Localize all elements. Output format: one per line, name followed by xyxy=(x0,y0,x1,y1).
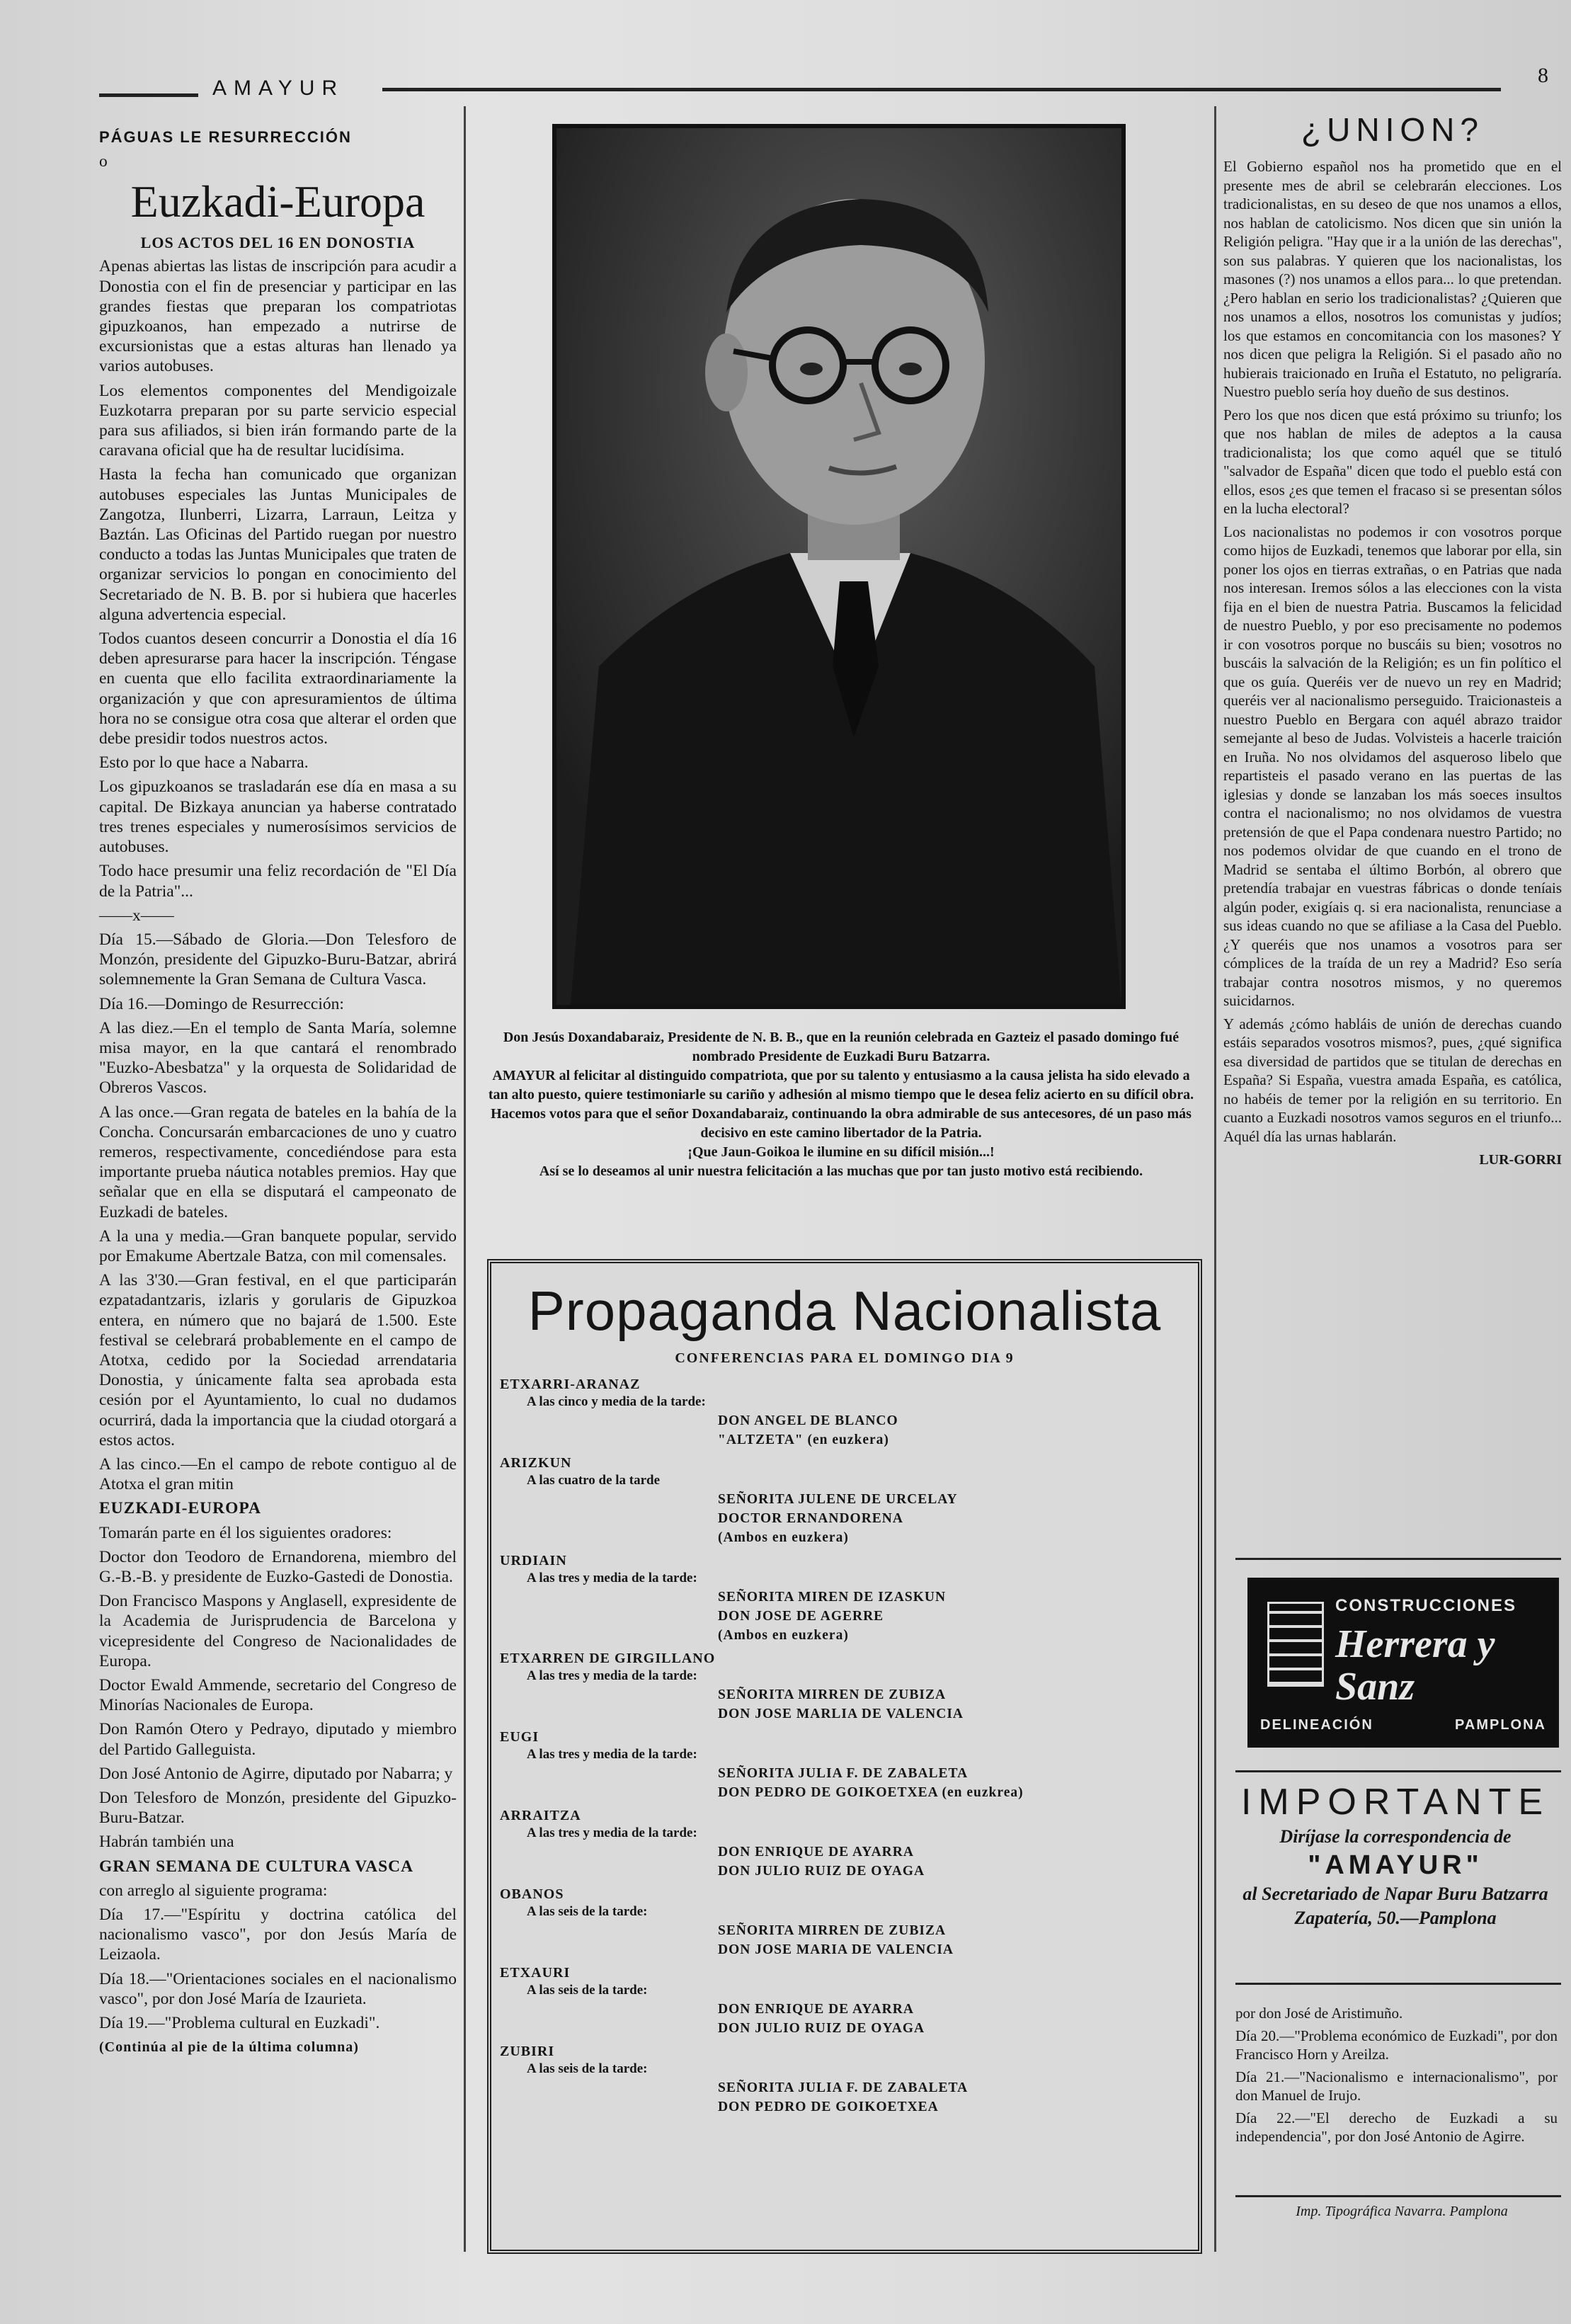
importante-line: Zapatería, 50.—Pamplona xyxy=(1294,1908,1497,1928)
column-divider-1 xyxy=(464,106,466,2252)
conference-town: ZUBIRI xyxy=(500,2044,555,2059)
conference-speaker: (Ambos en euzkera) xyxy=(718,1530,849,1545)
union-paragraph: El Gobierno español nos ha prometido que en el presente mes de abril se celebrarán elecciones. Los tradicionalistas, en su deseo de que nos unamos a ellos, nos hablan de catolicismo. Nos dicen que sin unión la Religión peligra. "Hay que ir a la unión de las derechas", son sus palabras. Y quieren que los nacionalistas, los masones (?) nos unamos a ellos para... lo que pretendan. ¿Pero hablan en serio los tradicionalistas? ¿Quieren que nos unamos a ellos, nosotros los comunistas y judíos; los que estamos en concomitancia con los masones? Y nos dicen que peligra la Religión. Si el pasado año no hubierais traicionado en Iruña el Estatuto, no peligraría. Nuestro pueblo sería hoy dueño de sus destinos. xyxy=(1223,158,1562,400)
conference-time: A las cinco y media de la tarde: xyxy=(527,1394,706,1409)
ad-line-4: PAMPLONA xyxy=(1455,1717,1546,1733)
conference-town: ETXAURI xyxy=(500,1965,571,1981)
article-separator: ——x—— xyxy=(99,906,174,925)
conference-town: URDIAIN xyxy=(500,1553,567,1568)
ad-line-2: Herrera y Sanz xyxy=(1335,1622,1495,1709)
propaganda-title: Propaganda Nacionalista xyxy=(527,1280,1162,1342)
continuation-item: Día 20.—"Problema económico de Euzkadi", por don Francisco Horn y Areilza. xyxy=(1235,2027,1558,2063)
conference-speaker: DON ENRIQUE DE AYARRA xyxy=(718,2002,914,2017)
conference-speaker: SEÑORITA MIREN DE IZASKUN xyxy=(718,1590,947,1605)
semana-item: Día 18.—"Orientaciones sociales en el nacionalismo vasco", por don José María de Izaurieta. xyxy=(99,1969,457,2008)
top-rule-right xyxy=(382,88,1501,91)
right-column xyxy=(1223,106,1562,1174)
portrait-photo xyxy=(552,124,1126,1009)
article-paragraph: Todo hace presumir una feliz recordación de "El Día de la Patria"... xyxy=(99,862,457,901)
conference-town: ETXARRI-ARANAZ xyxy=(500,1377,641,1392)
building-icon xyxy=(1267,1602,1324,1687)
conference-speaker: SEÑORITA JULENE DE URCELAY xyxy=(718,1492,958,1507)
union-signature: LUR-GORRI xyxy=(1479,1152,1562,1168)
conference-town: ARIZKUN xyxy=(500,1455,572,1471)
conference-entry xyxy=(491,1808,1198,1881)
ad-line-3: DELINEACIÓN xyxy=(1260,1717,1373,1733)
conference-entry xyxy=(491,1553,1198,1645)
continua-note: (Continúa al pie de la última columna) xyxy=(99,2039,359,2056)
conference-speaker: DON JULIO RUIZ DE OYAGA xyxy=(718,2021,925,2036)
semana-item: Día 19.—"Problema cultural en Euzkadi". xyxy=(99,2014,380,2033)
habran-line: Habrán también una xyxy=(99,1833,234,1852)
semana-title: GRAN SEMANA DE CULTURA VASCA xyxy=(99,1857,414,1876)
speaker-item: Doctor don Teodoro de Ernandorena, miembro del G.-B.-B. y presidente de Euzko-Gastedi de Donostia. xyxy=(99,1547,457,1586)
program-item: Día 16.—Domingo de Resurrección: xyxy=(99,994,344,1013)
conference-speaker: DON JOSE MARIA DE VALENCIA xyxy=(718,1942,954,1957)
caption-line: ¡Que Jaun-Goikoa le ilumine en su difícil misión...! xyxy=(687,1144,995,1160)
speaker-item: Don Ramón Otero y Pedrayo, diputado y miembro del Partido Galleguista. xyxy=(99,1720,457,1759)
conference-speaker: SEÑORITA MIRREN DE ZUBIZA xyxy=(718,1923,947,1938)
article-subhead: LOS ACTOS DEL 16 EN DONOSTIA xyxy=(140,234,416,252)
portrait-illustration xyxy=(556,128,1121,1005)
conference-speaker: DON JOSE MARLIA DE VALENCIA xyxy=(718,1707,964,1721)
conference-speaker: DON PEDRO DE GOIKOETXEA xyxy=(718,2100,939,2114)
caption-line: Hacemos votos para que el señor Doxandabaraiz, continuando la obra admirable de sus antecesores, dé un paso más decisivo en este camino libertador de la Patria. xyxy=(491,1106,1192,1141)
program-item: A las cinco.—En el campo de rebote contiguo al de Atotxa el gran mitin xyxy=(99,1454,457,1494)
program-item: A las diez.—En el templo de Santa María, solemne misa mayor, en la que cantará el renombrado "Euzko-Abesbatza" y la orquesta de Solidaridad de Obreros Vascos. xyxy=(99,1018,457,1098)
photo-caption xyxy=(487,1028,1195,1181)
semana-item: Día 17.—"Espíritu y doctrina católica del nacionalismo vasco", por don Jesús María de Leizaola. xyxy=(99,1906,457,1964)
right-divider-1 xyxy=(1235,1558,1561,1560)
conference-entry xyxy=(491,1965,1198,2038)
conference-speaker: SEÑORITA JULIA F. DE ZABALETA xyxy=(718,1766,969,1781)
conference-time: A las seis de la tarde: xyxy=(527,1904,648,1919)
conference-time: A las cuatro de la tarde xyxy=(527,1473,661,1488)
conference-time: A las seis de la tarde: xyxy=(527,2061,648,2076)
program-item: A la una y media.—Gran banquete popular, servido por Emakume Abertzale Batza, con mil comensales. xyxy=(99,1226,457,1265)
conference-town: EUGI xyxy=(500,1729,539,1745)
conference-town: OBANOS xyxy=(500,1886,564,1902)
union-paragraph: Pero los que nos dicen que está próximo su triunfo; los que nos hablan de miles de adeptos a la causa tradicionalista; los que como aquél que se tituló "salvador de España" dicen que todo el pueblo está con ellos, esos ¿es que temen el fracaso si se presentan sólos en la lucha electoral? xyxy=(1223,406,1562,517)
conference-speaker: DON PEDRO DE GOIKOETXEA (en euzkrea) xyxy=(718,1785,1024,1800)
page-number: 8 xyxy=(1538,64,1548,87)
conference-time: A las tres y media de la tarde: xyxy=(527,1825,697,1840)
article-paragraph: Todos cuantos deseen concurrir a Donostia el día 16 deben apresurarse para hacer la inscripción. Téngase en cuenta que ello facilita extraordinariamente la organización y que con apresuramientos de última hora no se consigue otra cosa que alterar el orden que debe presidir todos nuestros actos. xyxy=(99,630,457,748)
conference-speaker: DOCTOR ERNANDORENA xyxy=(718,1511,903,1526)
speaker-item: Doctor Ewald Ammende, secretario del Congreso de Minorías Nacionales de Europa. xyxy=(99,1676,457,1715)
program-item: A las 3'30.—Gran festival, en el que participarán ezpatadantzaris, izlaris y gorularis de Gipuzkoa entera, en número que no bajará de 1.500. Este festival se celebrará probablemente en el campo de Atotxa, cedido por la Sociedad arrendataria Donostia, y únicamente falta sea aprobada esta cesión por el Ayuntamiento, lo cual no dudamos ocurrirá, dada la importancia que la ciudad otorgará a estos actos. xyxy=(99,1271,457,1449)
union-title: ¿UNION? xyxy=(1301,111,1484,148)
article-paragraph: Hasta la fecha han comunicado que organizan autobuses especiales las Juntas Municipales de Zangotza, Ilunberri, Lizarra, Larraun, Leitza y Baztán. Las Oficinas del Partido ruegan por nuestro conducto a todas las Juntas Municipales que traten de organizar servicios lo pongan en conocimiento del Secretariado de N. B. B. por si hubiera que hacerles alguna advertencia especial. xyxy=(99,465,457,624)
conference-entry xyxy=(491,1886,1198,1959)
union-paragraph: Los nacionalistas no podemos ir con vosotros porque como hijos de Euzkadi, tenemos que laborar por ella, sin poner los ojos en tierras extrañas, o en Patrias que nada nos interesan. Iremos sólos a las elecciones con la vista fija en el bien de nuestra Patria. Buscamos la felicidad de nuestro Pueblo, y por eso precisamente no podemos ir con vosotros porque no buscáis su bien; vosotros no buscáis la salvación de la Religión; es un fin político el que os guía. Queréis ver de nuevo un rey en Madrid; queréis ver al nacionalismo perseguido. Traicionasteis a nuestro Pueblo en Bergara con aquél abrazo traidor semejante al beso de Judas. Volvisteis a hacerle traición en Iruña. No nos olvidamos del asqueroso libelo que repartisteis el pasado verano en las puertas de las iglesias y donde se lanzaban los más soeces insultos contra el nacionalismo; no nos olvidamos de vuestra pretensión de que el Papa condenara nuestro Partido; no nos podemos olvidar de que cuando en el trono de Madrid se sentaba el último Borbón, al obrero que pretendía trabajar en vuestras fábricas o donde teníais algún poder, exigíais q. si era nacionalista, renunciase a sus ideas cuando no que se afiliase a la Casa del Pueblo. ¿Y queréis que nos unamos a vosotros para ser cómplices de la traída de un rey a Madrid? Eso sería trabajar contra nosotros mismos, y no queremos suicidarnos. xyxy=(1223,523,1562,1009)
caption-line: AMAYUR al felicitar al distinguido compatriota, que por su talento y entusiasmo a la causa jelista ha sido elevado a tan alto puesto, quiere testimoniarle su cariño y adhesión al mismo tiempo que le desea feliz acierto en su difícil obra. xyxy=(488,1068,1194,1103)
column-divider-2 xyxy=(1214,106,1216,2252)
caption-line: Así se lo deseamos al unir nuestra felicitación a las muchas que por tan justo motivo está recibiendo. xyxy=(539,1163,1143,1179)
caption-line: Don Jesús Doxandabaraiz, Presidente de N. B. B., que en la reunión celebrada en Gazteiz el pasado domingo fué nombrado Presidente de Euzkadi Buru Batzarra. xyxy=(503,1030,1179,1064)
top-rule-left xyxy=(99,93,198,97)
conference-time: A las tres y media de la tarde: xyxy=(527,1747,697,1762)
conference-town: ARRAITZA xyxy=(500,1808,581,1823)
left-column xyxy=(99,127,457,2061)
importante-amayur: "AMAYUR" xyxy=(1308,1850,1483,1880)
conference-speaker: (Ambos en euzkera) xyxy=(718,1628,849,1643)
mitin-title: EUZKADI-EUROPA xyxy=(99,1499,261,1518)
article-paragraph: Esto por lo que hace a Nabarra. xyxy=(99,753,309,773)
conference-time: A las seis de la tarde: xyxy=(527,1983,648,1998)
conference-speaker: DON ENRIQUE DE AYARRA xyxy=(718,1845,914,1859)
program-item: A las once.—Gran regata de bateles en la bahía de la Concha. Concursarán embarcaciones de uno y cuatro remeros, respectivamente, concediéndose para esta importante prueba náutica notables premios. Hay que señalar que en ella se disputará el campeonato de Euzkadi de bateles. xyxy=(99,1103,457,1221)
printer-imprint: Imp. Tipográfica Navarra. Pamplona xyxy=(1296,2204,1508,2219)
conference-speaker: SEÑORITA MIRREN DE ZUBIZA xyxy=(718,1687,947,1702)
continuation-block xyxy=(1235,2004,1558,2150)
ad-line-1: CONSTRUCCIONES xyxy=(1335,1596,1517,1615)
importante-line: Diríjase la correspondencia de xyxy=(1279,1826,1512,1847)
propaganda-subtitle: CONFERENCIAS PARA EL DOMINGO DIA 9 xyxy=(675,1350,1015,1366)
semana-intro: con arreglo al siguiente programa: xyxy=(99,1881,328,1900)
masthead-title: AMAYUR xyxy=(212,76,345,100)
article-headline: Euzkadi-Europa xyxy=(130,176,425,227)
article-paragraph: Los gipuzkoanos se trasladarán ese día en masa a su capital. De Bizkaya anuncian ya haberse contratado tres trenes especiales y numerosísimos servicios de autobuses. xyxy=(99,777,457,857)
kicker-divider: o xyxy=(99,152,108,171)
conference-entry xyxy=(491,2044,1198,2117)
conference-town: ETXARREN DE GIRGILLANO xyxy=(500,1651,716,1666)
right-divider-2 xyxy=(1235,1770,1561,1772)
continuation-item: Día 22.—"El derecho de Euzkadi a su independencia", por don José Antonio de Agirre. xyxy=(1235,2109,1558,2145)
article-paragraph: Los elementos componentes del Mendigoizale Euzkotarra preparan por su parte servicio especial para sus afiliados, si bien irán formando parte de la caravana oficial que ha de resultar lucidísima. xyxy=(99,381,457,460)
mitin-intro: Tomarán parte en él los siguientes oradores: xyxy=(99,1523,392,1542)
speaker-item: Don José Antonio de Agirre, diputado por Nabarra; y xyxy=(99,1764,453,1783)
importante-notice xyxy=(1229,1781,1562,1932)
conference-entry xyxy=(491,1651,1198,1724)
right-divider-3 xyxy=(1235,1983,1561,1985)
speaker-item: Don Telesforo de Monzón, presidente del Gipuzko-Buru-Batzar. xyxy=(99,1789,457,1828)
right-divider-4 xyxy=(1235,2195,1561,2197)
importante-line: al Secretariado de Napar Buru Batzarra xyxy=(1242,1884,1548,1904)
conference-speaker: SEÑORITA JULIA F. DE ZABALETA xyxy=(718,2080,969,2095)
continuation-item: Día 21.—"Nacionalismo e internacionalismo", por don Manuel de Irujo. xyxy=(1235,2068,1558,2104)
conference-speaker: DON JULIO RUIZ DE OYAGA xyxy=(718,1864,925,1879)
conference-speaker: DON ANGEL DE BLANCO xyxy=(718,1413,898,1428)
article-paragraph: Apenas abiertas las listas de inscripción para acudir a Donostia con el fin de presenciar y participar en las grandes fiestas que preparan los compatriotas gipuzkoanos, han empezado a nutrirse de excursionistas que a estas alturas han llenado ya varios autobuses. xyxy=(99,257,457,376)
conference-entry xyxy=(491,1729,1198,1802)
advertisement-box xyxy=(1247,1578,1559,1748)
continuation-item: por don José de Aristimuño. xyxy=(1235,2005,1403,2022)
conference-time: A las tres y media de la tarde: xyxy=(527,1668,697,1683)
importante-title: IMPORTANTE xyxy=(1240,1782,1550,1823)
conference-entry xyxy=(491,1455,1198,1547)
conference-speaker: DON JOSE DE AGERRE xyxy=(718,1609,884,1624)
section-kicker: PÁGUAS LE RESURRECCIÓN xyxy=(99,128,352,146)
conference-entry xyxy=(491,1377,1198,1449)
conference-time: A las tres y media de la tarde: xyxy=(527,1571,697,1585)
program-item: Día 15.—Sábado de Gloria.—Don Telesforo de Monzón, presidente del Gipuzko-Buru-Batzar, abrirá solemnemente la Gran Semana de Cultura Vasca. xyxy=(99,930,457,989)
propaganda-box xyxy=(487,1259,1202,2254)
conference-speaker: "ALTZETA" (en euzkera) xyxy=(718,1432,889,1447)
union-paragraph: Y además ¿cómo habláis de unión de derechas cuando estáis separados vosotros mismos?, pues, ¿qué significa esa diversidad de partidos que se titulan de derechas en España? Si España, vuestra amada España, es católica, no habéis de temer por la religión en su territorio. En cuanto a Euzkadi nosotros vamos seguros en el triunfo... Aquél día las urnas hablarán. xyxy=(1223,1015,1562,1145)
speaker-item: Don Francisco Maspons y Anglasell, expresidente de la Academia de Jurisprudencia de Barcelona y vicepresidente del Congreso de Nacionalidades de Europa. xyxy=(99,1592,457,1670)
